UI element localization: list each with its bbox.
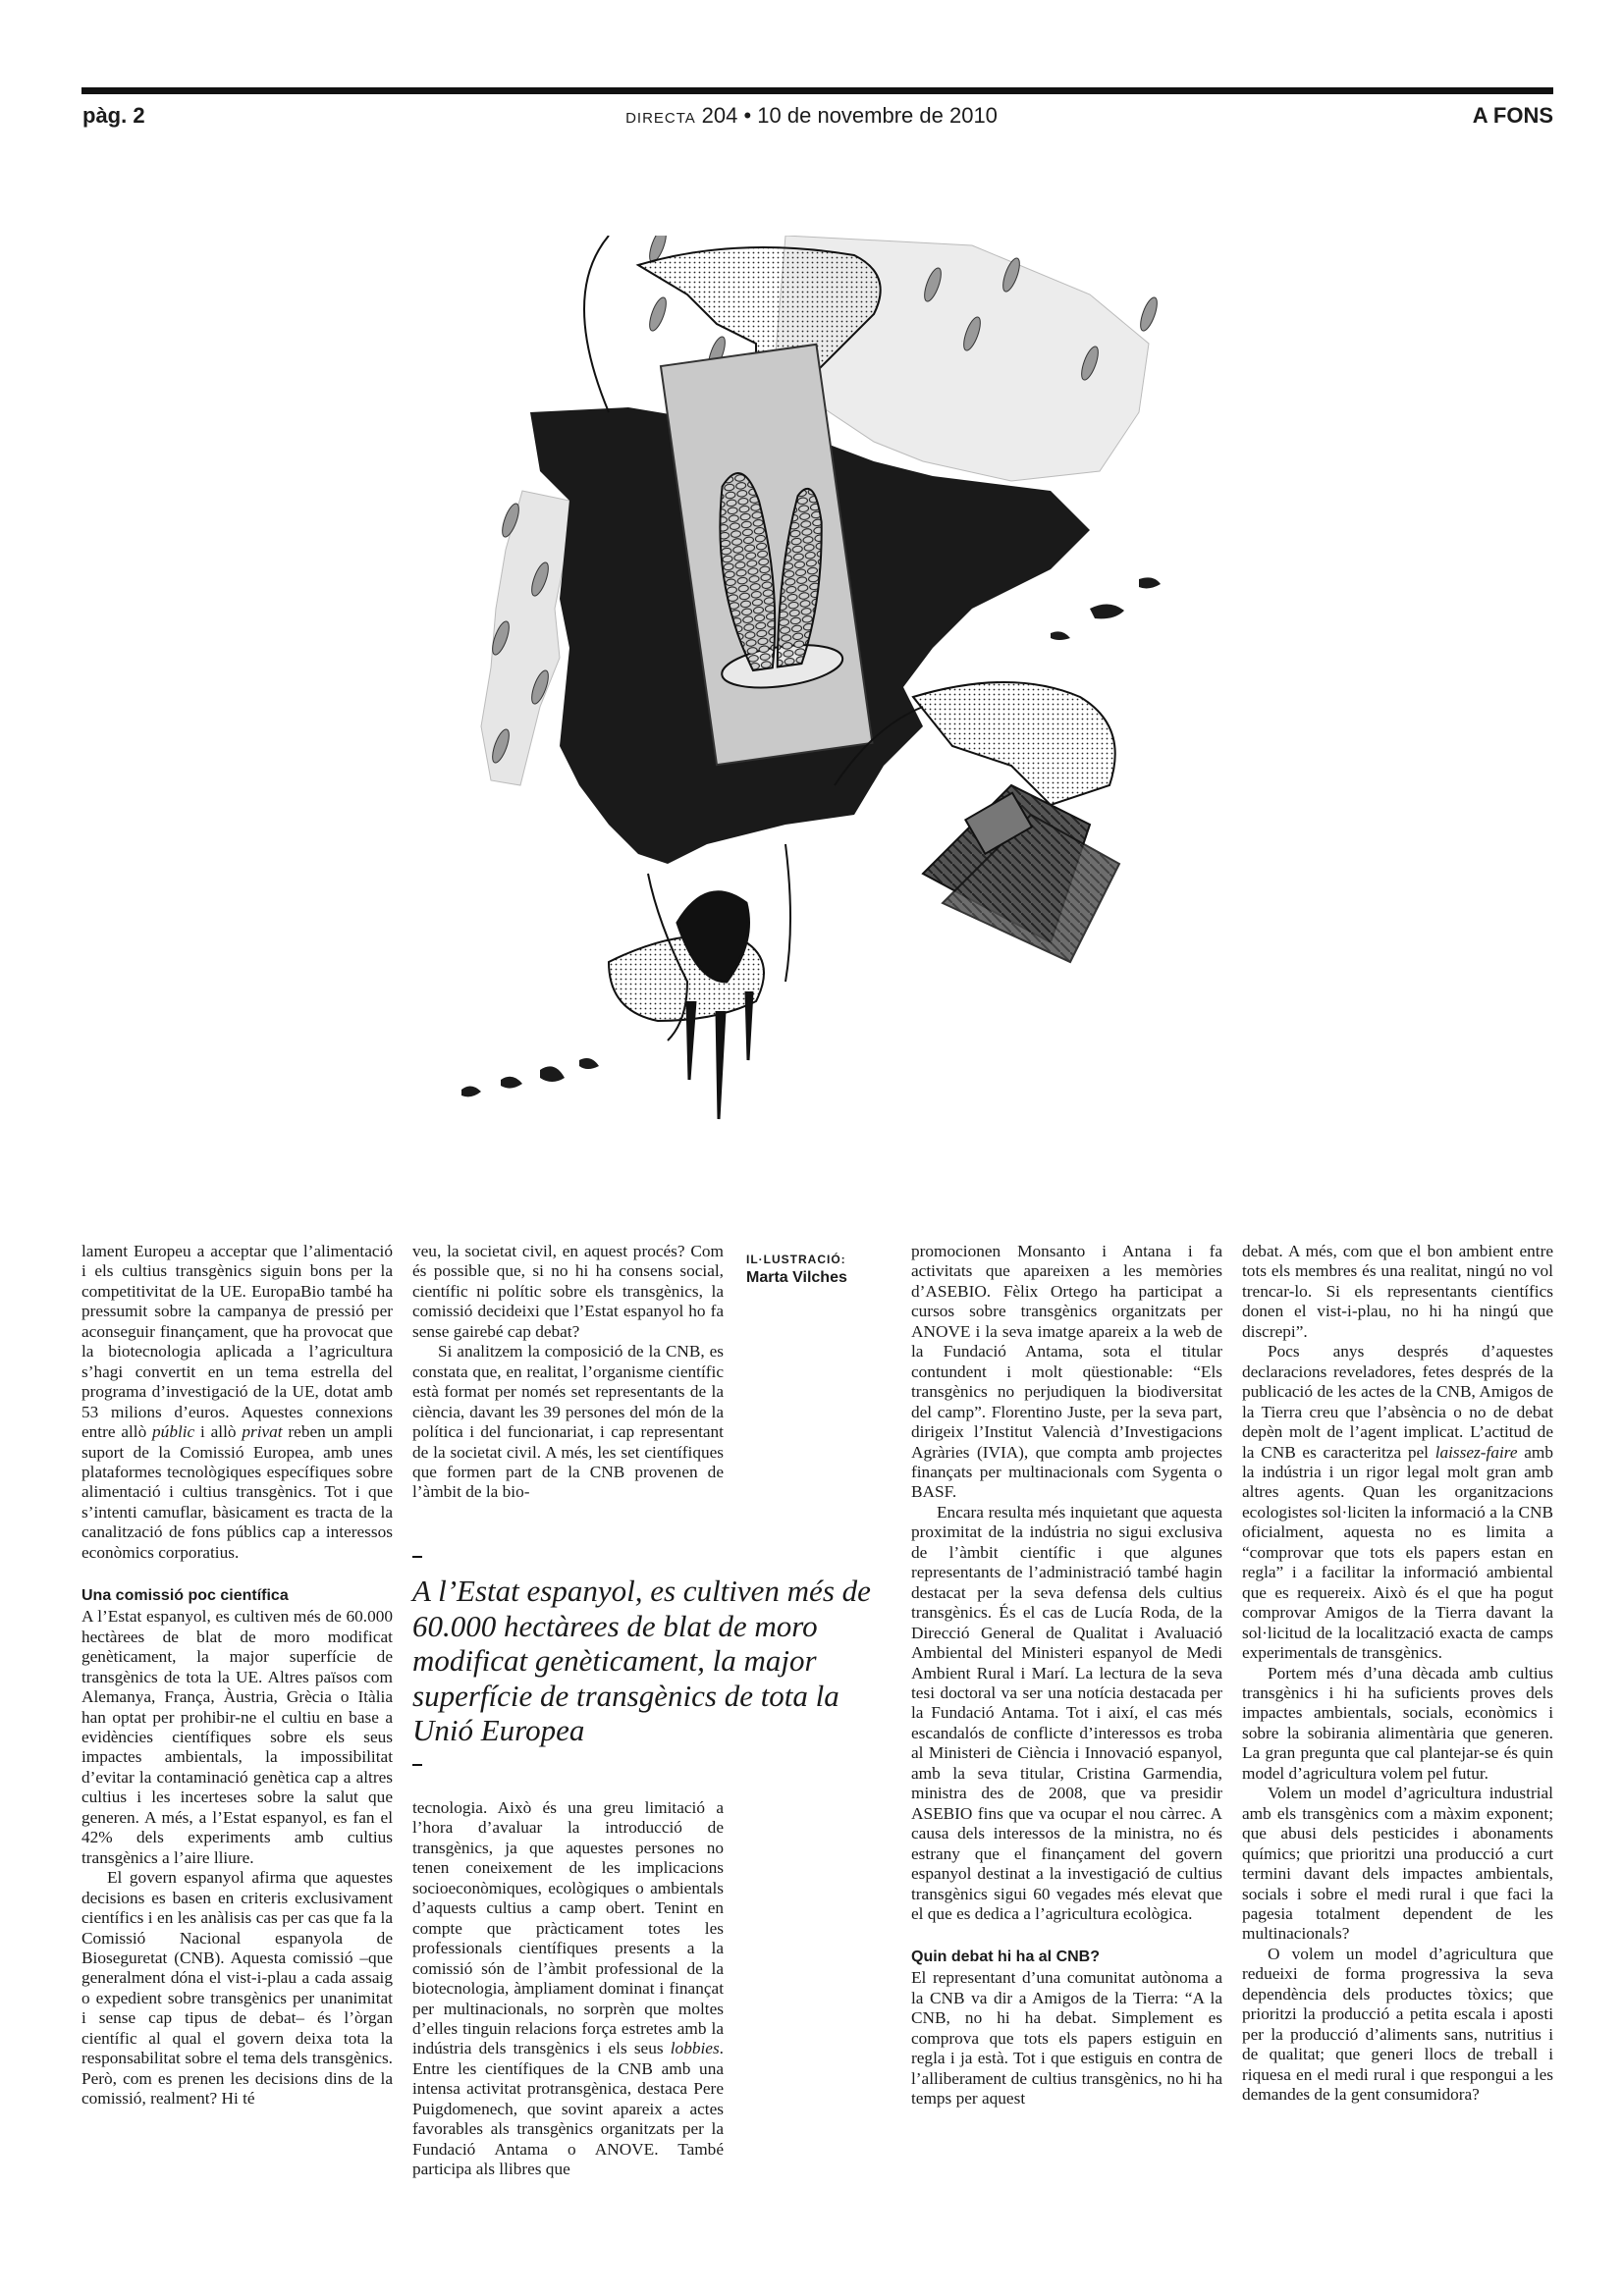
bottom-arm-2	[785, 844, 790, 982]
balearic-islands	[1051, 577, 1161, 640]
paragraph: tecnologia. Això és una greu limitació a l’hora d’avaluar la introducció de transgènics, ja que aquestes persones no tenen coneixement de les implicacions socioeconòmiques, ecològiques o ambientals d’aquests cultius a camp obert. Tenint en compte que pràcticament totes les professionals científiques presents a la comissió són de l’àmbit professional de la biotecnologia, àmpliament dominat i finançat per multinacionals, no sorprèn que moltes d’elles tinguin relacions força estretes amb la indústria dels transgènics i els seus lobbies. Entre les científiques de la CNB amb una intensa activitat protransgènica, destaca Pere Puigdomenech, que sovint apareix a actes favorables als transgènics organitzats per la Fundació Antama o ANOVE. També participa als llibres que	[412, 1798, 724, 2179]
page-number: pàg. 2	[82, 103, 145, 128]
illustration-credit	[746, 1252, 847, 1289]
pull-quote-text: A l’Estat espanyol, es cultiven més de 60.000 hectàrees de blat de moro modificat genèticament, la major superfície de transgènics de tota la Unió Europea	[412, 1574, 871, 1747]
canary-islands	[461, 1058, 599, 1106]
paragraph: Volem un model d’agricultura industrial amb els transgènics com a màxim exponent; que abusi dels pesticides i abonaments químics; que prioritzi una producció a curt termini davant dels impactes ambientals, socials i sobre el medi rural i que faci la pagesia totalment dependent de les multinacionals?	[1242, 1784, 1553, 1944]
paragraph: Portem més d’una dècada amb cultius transgènics i hi ha suficients proves dels impactes ambientals, socials, econòmics i sobre la sobirania alimentària que generen. La gran pregunta que cal plantejar-se és quin model d’agricultura volem pel futur.	[1242, 1663, 1553, 1783]
credit-label: IL·LUSTRACIÓ:	[746, 1253, 846, 1266]
paragraph: lament Europeu a acceptar que l’alimentació i els cultius transgènics siguin bons per la competitivitat de la UE. EuropaBio també ha pressumit sobre la campanya de pressió per aconseguir finançament, que ha provocat que la biotecnologia aplicada a l’agricultura s’hagi convertit en un tema estrella del programa d’investigació de la UE, dotat amb 53 milions d’euros. Aquestes connexions entre allò públic i allò privat reben un ampli suport de la Comissió Europea, amb unes plataformes tecnològiques específiques sobre alimentació i cultius transgènics. Tot i que s’intenti camuflar, bàsicament es tracta de la canalització de fons públics cap a interessos econòmics corporatius.	[81, 1242, 393, 1562]
article-column-1	[81, 1242, 393, 2109]
pull-quote-dash-top	[412, 1556, 422, 1558]
top-arm-line	[584, 236, 609, 412]
article-column-2-top	[412, 1242, 724, 1503]
paragraph: debat. A més, com que el bon ambient entre tots els membres és una realitat, ningú no vol trencar-lo. Si els representants científics donen el vist-i-plau, no hi ha ningú que discrepi”.	[1242, 1242, 1553, 1341]
paragraph: El govern espanyol afirma que aquestes decisions es basen en criteris exclusivament científics i en les anàlisis cas per cas que fa la Comissió Nacional espanyola de Bioseguretat (CNB). Aquesta comissió –que generalment dóna el vist-i-plau a cada assaig o expedient sobre transgènics per unanimitat i sense cap tipus de debat– és l’òrgan científic al qual el govern deixa tota la responsabilitat sobre el tema dels transgènics. Però, com es prenen les decisions dins de la comissió, realment? Hi té	[81, 1868, 393, 2109]
paragraph: O volem un model d’agricultura que redueixi de forma progressiva la seva dependència dels productes tòxics; que prioritzi la producció a petita escala i aposti per la producció d’aliments sans, nutritius i de qualitat; que generi llocs de treball i riquesa en el medi rural i que respongui a les demandes de la gent consumidora?	[1242, 1944, 1553, 2105]
issue-line	[0, 102, 1623, 133]
paragraph: veu, la societat civil, en aquest procés? Com és possible que, si no hi ha consens social, científic ni polític sobre els transgènics, la comissió decideixi que l’Estat espanyol ho fa sense gairebé cap debat?	[412, 1242, 724, 1341]
credit-name: Marta Vilches	[746, 1269, 847, 1286]
article-column-4	[1242, 1242, 1553, 2105]
paragraph: promocionen Monsanto i Antana i fa activitats que apareixen a les memòries d’ASEBIO. Fèlix Ortego ha participat a cursos sobre transgènics organitzats per ANOVE i la seva imatge apareix a la web de la Fundació Antama, sota el titular contundent i molt qüestionable: “Els transgènics no perjudiquen la biodiversitat del camp”. Florentino Juste, per la seva part, dirigeix l’Institut Valencià d’Investigacions Agràries (IVIA), que compta amb projectes finançats per multinacionals com Sygenta o BASF.	[911, 1242, 1222, 1502]
paragraph: Encara resulta més inquietant que aquesta proximitat de la indústria no sigui exclusiva de l’àmbit científic i que algunes representants de l’administració també hagin destacat per la seva defensa dels cultius transgènics. És el cas de Lucía Roda, de la Direcció General de Qualitat i Avaluació Ambiental del Ministeri espanyol de Medi Ambient Rural i Marí. La lectura de la seva tesi doctoral va ser una notícia destacada per la Fundació Antama. Tot i així, el cas més escandalós de conflicte d’interessos es troba al Ministeri de Ciència i Innovació espanyol, amb la seva titular, Cristina Garmendia, ministra des de 2008, que va presidir ASEBIO fins que va ocupar el nou càrrec. A causa dels interessos de la ministra, no és estrany que el finançament del govern espanyol destinat a la investigació de cultius transgènics sigui 60 vegades més elevat que el que es dedica a l’agricultura ecològica.	[911, 1502, 1222, 1923]
paragraph: A l’Estat espanyol, es cultiven més de 60.000 hectàrees de blat de moro modificat genèticament, la major superfície de transgènics de tota la UE. Altres països com Alemanya, França, Àustria, Grècia o Itàlia han optat per prohibir-ne el cultiu en base a evidències científiques sobre els seus impactes ambientals, la impossibilitat d’evitar la contaminació genètica cap a altres cultius i les incerteses sobre la salut que generen. A més, a l’Estat espanyol, es fan el 42% dels experiments amb cultius transgènics a l’aire lliure.	[81, 1607, 393, 1867]
section-name: A FONS	[1472, 103, 1553, 128]
paragraph: Si analitzem la composició de la CNB, es constata que, en realitat, l’organisme científic està format per només set representants de la ciència, davant les 39 persones del món de la política i del funcionariat, i cap representant de la societat civil. A més, les set científiques que formen part de la CNB provenen de l’àmbit de la bio-	[412, 1342, 724, 1502]
subheading: Quin debat hi ha al CNB?	[911, 1949, 1101, 1966]
header-rule	[81, 87, 1553, 94]
subheading: Una comissió poc científica	[81, 1587, 289, 1605]
pull-quote	[412, 1556, 903, 1766]
paragraph: Pocs anys després d’aquestes declaracions reveladores, fetes després de la publicació de les actes de la CNB, Amigos de la Tierra creu que l’absència o no de debat depèn molt de l’agent implicat. L’actitud de la CNB es caracteritza pel laissez-faire amb la indústria i un rigor legal molt gran amb altres agents. Quan les organitzacions ecologistes sol·liciten la informació a la CNB oficialment, aquesta no es limita a “comprovar que tots els papers estan en regla” i a facilitar la informació ambiental que es requereix. Això és el que ha pogut comprovar Amigos de la Tierra davant la sol·licitud de la localització exacta de camps experimentals de transgènics.	[1242, 1342, 1553, 1663]
pull-quote-dash-bottom	[412, 1764, 422, 1766]
article-column-2-bottom	[412, 1798, 724, 2180]
euro-banknotes	[923, 785, 1119, 962]
issue-date: 204 • 10 de novembre de 2010	[701, 103, 998, 128]
publication-name: DIRECTA	[625, 110, 696, 127]
paragraph: El representant d’una comunitat autònoma a la CNB va dir a Amigos de la Tierra: “A la CNB, no hi ha debat. Simplement es comprova que tots els papers estiguin en regla i ja està. Tot i que estiguis en contra de l’alliberament de cultius transgènics, no hi ha temps per aquest	[911, 1968, 1222, 2109]
article-column-3	[911, 1242, 1222, 2109]
illustration	[461, 236, 1208, 1178]
